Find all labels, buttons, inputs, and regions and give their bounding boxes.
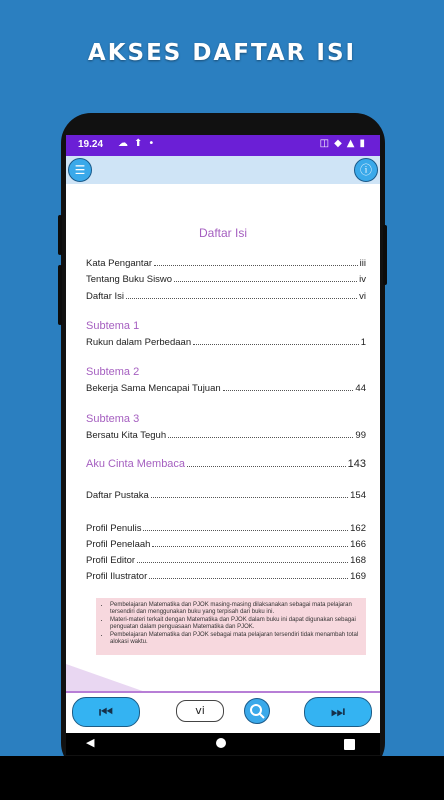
toc-row-profil-editor[interactable] xyxy=(86,552,366,566)
system-home-icon[interactable] xyxy=(216,738,226,748)
phone-screen xyxy=(66,135,380,755)
more-dots-icon: • xyxy=(148,138,161,149)
search-button[interactable] xyxy=(244,698,270,724)
toc-row-subtema-2[interactable] xyxy=(86,380,366,394)
weather-icon: ☁ xyxy=(118,138,134,149)
note-box xyxy=(96,598,366,655)
status-time: 19.24 xyxy=(78,139,104,150)
skip-next-icon: ⏭ xyxy=(330,702,346,721)
leader-dots xyxy=(154,264,358,266)
leader-dots xyxy=(143,529,348,531)
leader-dots xyxy=(149,577,348,579)
upload-icon: ⬆ xyxy=(134,138,149,149)
leader-dots xyxy=(152,545,348,547)
search-icon xyxy=(245,699,269,723)
wifi-icon: ◆ xyxy=(334,138,347,149)
leader-dots xyxy=(174,280,357,282)
menu-icon: ☰ xyxy=(74,163,86,177)
leader-dots xyxy=(187,465,346,467)
phone-side-button-left xyxy=(58,215,62,255)
toc-page-number: 166 xyxy=(350,539,366,550)
toc-label: Daftar Isi xyxy=(86,291,125,302)
prev-page-button[interactable] xyxy=(72,697,140,727)
toc-label: Profil Penelaah xyxy=(86,539,151,550)
skip-previous-icon: ⏮ xyxy=(98,702,114,721)
note-item: • Pembelajaran Matematika dan PJOK masing-masing dilaksanakan sebagai mata pelajaran tersendiri dan menggunakan buku yang terpisah dari buku ini. xyxy=(110,602,360,616)
toc-label: Bekerja Sama Mencapai Tujuan xyxy=(86,383,221,394)
phone-side-button-left-2 xyxy=(58,265,62,325)
toc-page-number: vi xyxy=(359,291,366,302)
toc-label: Bersatu Kita Teguh xyxy=(86,430,167,441)
toc-row-profil-penelaah[interactable] xyxy=(86,536,366,550)
note-item: • Pembelajaran Matematika dan PJOK sebagai mata pelajaran tersendiri tidak menambah total alokasi waktu. xyxy=(110,632,360,646)
status-bar xyxy=(66,135,380,156)
status-right-icons xyxy=(320,138,370,149)
toc-page-number: 168 xyxy=(350,555,366,566)
book-page xyxy=(66,184,380,691)
section-heading-subtema-2: Subtema 2 xyxy=(86,366,140,378)
toc-row-subtema-1[interactable] xyxy=(86,334,366,348)
toc-page-number: 162 xyxy=(350,523,366,534)
system-nav-bar xyxy=(66,733,380,755)
nav-divider xyxy=(66,691,380,693)
section-heading-subtema-1: Subtema 1 xyxy=(86,320,140,332)
leader-dots xyxy=(223,389,354,391)
toc-page-number: 154 xyxy=(350,490,366,501)
toc-label: Daftar Pustaka xyxy=(86,490,149,501)
system-recents-icon[interactable] xyxy=(344,739,355,750)
battery-icon: ▮ xyxy=(359,138,370,149)
page-title: Daftar Isi xyxy=(198,226,247,240)
toc-page-number: 169 xyxy=(350,571,366,582)
leader-dots xyxy=(137,561,348,563)
toc-label: Tentang Buku Siswo xyxy=(86,274,173,285)
toc-label: Aku Cinta Membaca xyxy=(86,458,186,470)
toc-label: Profil Ilustrator xyxy=(86,571,148,582)
toc-row-daftar-isi[interactable] xyxy=(86,288,366,302)
section-heading-subtema-3: Subtema 3 xyxy=(86,413,140,425)
leader-dots xyxy=(168,436,353,438)
toc-page-number: 1 xyxy=(360,337,366,348)
leader-dots xyxy=(126,297,357,299)
toc-row-aku-cinta-membaca[interactable] xyxy=(86,456,366,470)
toc-page-number: iii xyxy=(359,258,366,269)
toc-row-profil-ilustrator[interactable] xyxy=(86,568,366,582)
bottom-band xyxy=(0,756,444,800)
toc-row-daftar-pustaka[interactable] xyxy=(86,487,366,501)
toc-page-number: iv xyxy=(359,274,366,285)
menu-button[interactable] xyxy=(68,158,92,182)
page-indicator[interactable]: vi xyxy=(176,700,224,722)
toc-row-tentang-buku[interactable] xyxy=(86,271,366,285)
headline: AKSES DAFTAR ISI xyxy=(87,40,357,66)
signal-icon: ▲ xyxy=(346,138,360,149)
note-item: • Materi-materi terkait dengan Matematika dan PJOK dalam buku ini dapat digunakan sebagai penguatan dalam penguasaan Matematika dan PJOK. xyxy=(110,617,360,631)
toc-page-number: 99 xyxy=(355,430,366,441)
leader-dots xyxy=(151,496,348,498)
toc-row-subtema-3[interactable] xyxy=(86,427,366,441)
system-back-icon[interactable]: ◀ xyxy=(86,736,95,749)
vibrate-icon: ◫ xyxy=(319,138,335,149)
info-icon: ⓘ xyxy=(359,163,372,177)
app-bar xyxy=(66,156,380,184)
bottom-nav xyxy=(66,691,380,733)
toc-label: Profil Penulis xyxy=(86,523,142,534)
leader-dots xyxy=(193,343,359,345)
toc-row-kata-pengantar[interactable] xyxy=(86,255,366,269)
toc-label: Kata Pengantar xyxy=(86,258,153,269)
info-button[interactable] xyxy=(354,158,378,182)
toc-page-number: 143 xyxy=(347,458,366,470)
next-page-button[interactable] xyxy=(304,697,372,727)
toc-label: Profil Editor xyxy=(86,555,136,566)
toc-page-number: 44 xyxy=(355,383,366,394)
note-list xyxy=(100,602,360,646)
phone-side-button-right xyxy=(383,225,387,285)
status-left-icons xyxy=(118,138,160,149)
toc-row-profil-penulis[interactable] xyxy=(86,520,366,534)
toc-label: Rukun dalam Perbedaan xyxy=(86,337,192,348)
